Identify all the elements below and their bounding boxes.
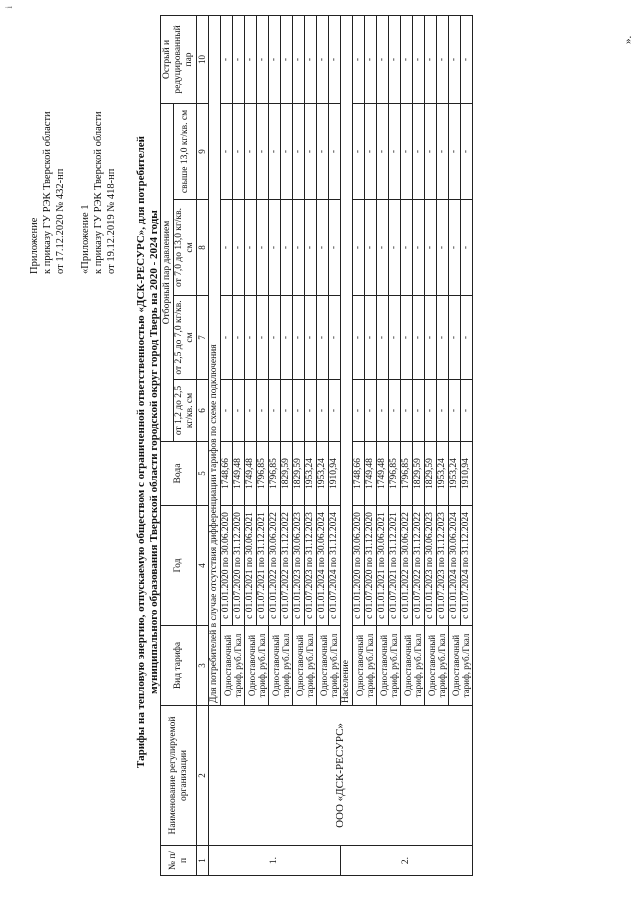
- p2-cell: -: [329, 296, 341, 380]
- period-cell: с 01.07.2020 по 31.12.2020: [233, 506, 245, 626]
- p3-cell: -: [245, 200, 257, 296]
- p1-cell: -: [365, 380, 377, 442]
- sharp-cell: -: [401, 15, 413, 103]
- p2-cell: -: [401, 296, 413, 380]
- p3-cell: -: [329, 200, 341, 296]
- p2-cell: -: [257, 296, 269, 380]
- section-label: Для потребителей в случае отсутствия дифференциации тарифов по схеме подключения: [209, 15, 221, 705]
- header-water: Вода: [161, 442, 197, 506]
- tariff-type: Одноставочный тариф, руб./Гкал: [317, 626, 341, 706]
- sharp-cell: -: [233, 15, 245, 103]
- p3-cell: -: [425, 200, 437, 296]
- period-cell: с 01.01.2024 по 30.06.2024: [449, 506, 461, 626]
- p4-cell: -: [269, 103, 281, 199]
- sharp-cell: -: [353, 15, 365, 103]
- period-cell: с 01.01.2021 по 30.06.2021: [245, 506, 257, 626]
- p4-cell: -: [461, 103, 473, 199]
- p2-cell: -: [389, 296, 401, 380]
- water-cell: 1953,24: [437, 442, 449, 506]
- p3-cell: -: [437, 200, 449, 296]
- header-year: Год: [161, 506, 197, 626]
- p4-cell: -: [377, 103, 389, 199]
- header-steam: Отборный пар давлением: [161, 103, 174, 441]
- sharp-cell: -: [245, 15, 257, 103]
- water-cell: 1749,48: [245, 442, 257, 506]
- water-cell: 1796,85: [401, 442, 413, 506]
- water-cell: 1749,48: [377, 442, 389, 506]
- p3-cell: -: [233, 200, 245, 296]
- p1-cell: -: [401, 380, 413, 442]
- p3-cell: -: [365, 200, 377, 296]
- p1-cell: -: [221, 380, 233, 442]
- sharp-cell: -: [221, 15, 233, 103]
- water-cell: 1910,94: [461, 442, 473, 506]
- p4-cell: -: [353, 103, 365, 199]
- header-p4: свыше 13,0 кг/кв. см: [174, 103, 197, 199]
- section-row: [209, 15, 221, 875]
- p1-cell: -: [317, 380, 329, 442]
- approval-line: к приказу ГУ РЭК Тверской области: [93, 111, 104, 274]
- sharp-cell: -: [449, 15, 461, 103]
- p2-cell: -: [425, 296, 437, 380]
- column-number-row: [197, 15, 209, 875]
- p1-cell: -: [305, 380, 317, 442]
- col-number: 4: [197, 506, 209, 626]
- sharp-cell: -: [281, 15, 293, 103]
- p2-cell: -: [245, 296, 257, 380]
- p3-cell: -: [377, 200, 389, 296]
- p1-cell: -: [461, 380, 473, 442]
- period-cell: с 01.07.2024 по 31.12.2024: [329, 506, 341, 626]
- tariff-type: Одноставочный тариф, руб./Гкал: [245, 626, 269, 706]
- p1-cell: -: [329, 380, 341, 442]
- sharp-cell: -: [293, 15, 305, 103]
- col-number: 6: [197, 380, 209, 442]
- org-name: ООО «ДСК-РЕСУРС»: [209, 706, 473, 846]
- p3-cell: -: [353, 200, 365, 296]
- col-number: 5: [197, 442, 209, 506]
- water-cell: 1749,48: [233, 442, 245, 506]
- p2-cell: -: [365, 296, 377, 380]
- p2-cell: -: [353, 296, 365, 380]
- sharp-cell: -: [257, 15, 269, 103]
- section-label: Население: [341, 15, 353, 705]
- period-cell: с 01.01.2024 по 30.06.2024: [317, 506, 329, 626]
- tariff-body: [209, 15, 473, 875]
- p1-cell: -: [245, 380, 257, 442]
- p4-cell: -: [401, 103, 413, 199]
- closing-quote: ».: [622, 35, 634, 44]
- header-sharp: Острый и редуцированный пар: [161, 15, 197, 103]
- p1-cell: -: [437, 380, 449, 442]
- p3-cell: -: [269, 200, 281, 296]
- col-number: 8: [197, 200, 209, 296]
- p2-cell: -: [437, 296, 449, 380]
- water-cell: 1829,59: [293, 442, 305, 506]
- sharp-cell: -: [413, 15, 425, 103]
- p1-cell: -: [353, 380, 365, 442]
- approval-block: [28, 14, 118, 274]
- approval-line: к приказу ГУ РЭК Тверской области: [42, 111, 53, 274]
- tariff-type: Одноставочный тариф, руб./Гкал: [221, 626, 245, 706]
- period-cell: с 01.07.2022 по 31.12.2022: [281, 506, 293, 626]
- header-p3: от 7,0 до 13,0 кг/кв. см: [174, 200, 197, 296]
- sharp-cell: -: [377, 15, 389, 103]
- col-number: 1: [197, 846, 209, 876]
- p1-cell: -: [449, 380, 461, 442]
- period-cell: с 01.01.2022 по 30.06.2022: [401, 506, 413, 626]
- p1-cell: -: [377, 380, 389, 442]
- approval-line: Приложение: [29, 217, 40, 274]
- water-cell: 1748,66: [221, 442, 233, 506]
- period-cell: с 01.07.2022 по 31.12.2022: [413, 506, 425, 626]
- header-p2: от 2,5 до 7,0 кг/кв. см: [174, 296, 197, 380]
- period-cell: с 01.01.2022 по 30.06.2022: [269, 506, 281, 626]
- p3-cell: -: [257, 200, 269, 296]
- p2-cell: -: [377, 296, 389, 380]
- title-line-1: Тарифы на тепловую энергию, отпускаемую обществом с ограниченной ответственностью «ДСК-РЕСУРС», для потребителей: [135, 136, 147, 768]
- p3-cell: -: [413, 200, 425, 296]
- p2-cell: -: [305, 296, 317, 380]
- tariff-type: Одноставочный тариф, руб./Гкал: [401, 626, 425, 706]
- sharp-cell: -: [317, 15, 329, 103]
- period-cell: с 01.01.2023 по 30.06.2023: [293, 506, 305, 626]
- approval-line: «Приложение 1: [80, 204, 91, 274]
- p4-cell: -: [437, 103, 449, 199]
- header-type: Вид тарифа: [161, 626, 197, 706]
- p4-cell: -: [245, 103, 257, 199]
- sharp-cell: -: [425, 15, 437, 103]
- period-cell: с 01.07.2023 по 31.12.2023: [305, 506, 317, 626]
- p4-cell: -: [281, 103, 293, 199]
- p2-cell: -: [449, 296, 461, 380]
- p3-cell: -: [293, 200, 305, 296]
- period-cell: с 01.01.2020 по 30.06.2020: [221, 506, 233, 626]
- p3-cell: -: [401, 200, 413, 296]
- p3-cell: -: [221, 200, 233, 296]
- water-cell: 1953,24: [305, 442, 317, 506]
- p1-cell: -: [257, 380, 269, 442]
- col-number: 2: [197, 706, 209, 846]
- tariff-type: Одноставочный тариф, руб./Гкал: [269, 626, 293, 706]
- approval-line: от 17.12.2020 № 432-нп: [55, 168, 66, 274]
- p3-cell: -: [449, 200, 461, 296]
- p2-cell: -: [293, 296, 305, 380]
- period-cell: с 01.07.2020 по 31.12.2020: [365, 506, 377, 626]
- sharp-cell: -: [269, 15, 281, 103]
- water-cell: 1829,59: [425, 442, 437, 506]
- water-cell: 1796,85: [389, 442, 401, 506]
- p2-cell: -: [269, 296, 281, 380]
- p3-cell: -: [281, 200, 293, 296]
- sharp-cell: -: [305, 15, 317, 103]
- p1-cell: -: [293, 380, 305, 442]
- header-p1: от 1,2 до 2,5 кг/кв. см: [174, 380, 197, 442]
- tariff-type: Одноставочный тариф, руб./Гкал: [425, 626, 449, 706]
- col-number: 3: [197, 626, 209, 706]
- period-cell: с 01.07.2021 по 31.12.2021: [389, 506, 401, 626]
- p4-cell: -: [293, 103, 305, 199]
- p4-cell: -: [317, 103, 329, 199]
- tariff-type: Одноставочный тариф, руб./Гкал: [293, 626, 317, 706]
- water-cell: 1829,59: [281, 442, 293, 506]
- p2-cell: -: [317, 296, 329, 380]
- p2-cell: -: [413, 296, 425, 380]
- section-num: 1.: [209, 846, 341, 876]
- period-cell: с 01.01.2021 по 30.06.2021: [377, 506, 389, 626]
- col-number: 9: [197, 103, 209, 199]
- corner-mark: i: [4, 6, 14, 9]
- period-cell: с 01.01.2020 по 30.06.2020: [353, 506, 365, 626]
- p1-cell: -: [269, 380, 281, 442]
- p2-cell: -: [233, 296, 245, 380]
- p1-cell: -: [413, 380, 425, 442]
- p4-cell: -: [425, 103, 437, 199]
- p4-cell: -: [257, 103, 269, 199]
- header-num: № п/ п: [161, 846, 197, 876]
- p3-cell: -: [389, 200, 401, 296]
- p3-cell: -: [317, 200, 329, 296]
- p4-cell: -: [221, 103, 233, 199]
- period-cell: с 01.07.2024 по 31.12.2024: [461, 506, 473, 626]
- title-line-2: муниципального образования Тверской области городской округ город Тверь на 2020 - 2024 годы: [148, 210, 160, 694]
- sharp-cell: -: [461, 15, 473, 103]
- sharp-cell: -: [437, 15, 449, 103]
- col-number: 7: [197, 296, 209, 380]
- p4-cell: -: [305, 103, 317, 199]
- p1-cell: -: [425, 380, 437, 442]
- water-cell: 1796,85: [269, 442, 281, 506]
- period-cell: с 01.07.2021 по 31.12.2021: [257, 506, 269, 626]
- tariff-table: [160, 15, 473, 876]
- tariff-type: Одноставочный тариф, руб./Гкал: [449, 626, 473, 706]
- p4-cell: -: [329, 103, 341, 199]
- period-cell: с 01.07.2023 по 31.12.2023: [437, 506, 449, 626]
- p4-cell: -: [389, 103, 401, 199]
- water-cell: 1953,24: [449, 442, 461, 506]
- approval-line: от 19.12.2019 № 418-нп: [106, 168, 117, 274]
- water-cell: 1749,48: [365, 442, 377, 506]
- p4-cell: -: [365, 103, 377, 199]
- p3-cell: -: [461, 200, 473, 296]
- p4-cell: -: [449, 103, 461, 199]
- p2-cell: -: [281, 296, 293, 380]
- p1-cell: -: [281, 380, 293, 442]
- p2-cell: -: [221, 296, 233, 380]
- p3-cell: -: [305, 200, 317, 296]
- sharp-cell: -: [329, 15, 341, 103]
- water-cell: 1953,24: [317, 442, 329, 506]
- col-number: 10: [197, 15, 209, 103]
- water-cell: 1829,59: [413, 442, 425, 506]
- p4-cell: -: [233, 103, 245, 199]
- p1-cell: -: [389, 380, 401, 442]
- period-cell: с 01.01.2023 по 30.06.2023: [425, 506, 437, 626]
- sharp-cell: -: [365, 15, 377, 103]
- sharp-cell: -: [389, 15, 401, 103]
- water-cell: 1796,85: [257, 442, 269, 506]
- p2-cell: -: [461, 296, 473, 380]
- p1-cell: -: [233, 380, 245, 442]
- document-title: [135, 0, 161, 904]
- water-cell: 1748,66: [353, 442, 365, 506]
- tariff-type: Одноставочный тариф, руб./Гкал: [377, 626, 401, 706]
- p4-cell: -: [413, 103, 425, 199]
- water-cell: 1910,94: [329, 442, 341, 506]
- header-org: Наименование регулируемой организации: [161, 706, 197, 846]
- section-num: 2.: [341, 846, 473, 876]
- tariff-type: Одноставочный тариф, руб./Гкал: [353, 626, 377, 706]
